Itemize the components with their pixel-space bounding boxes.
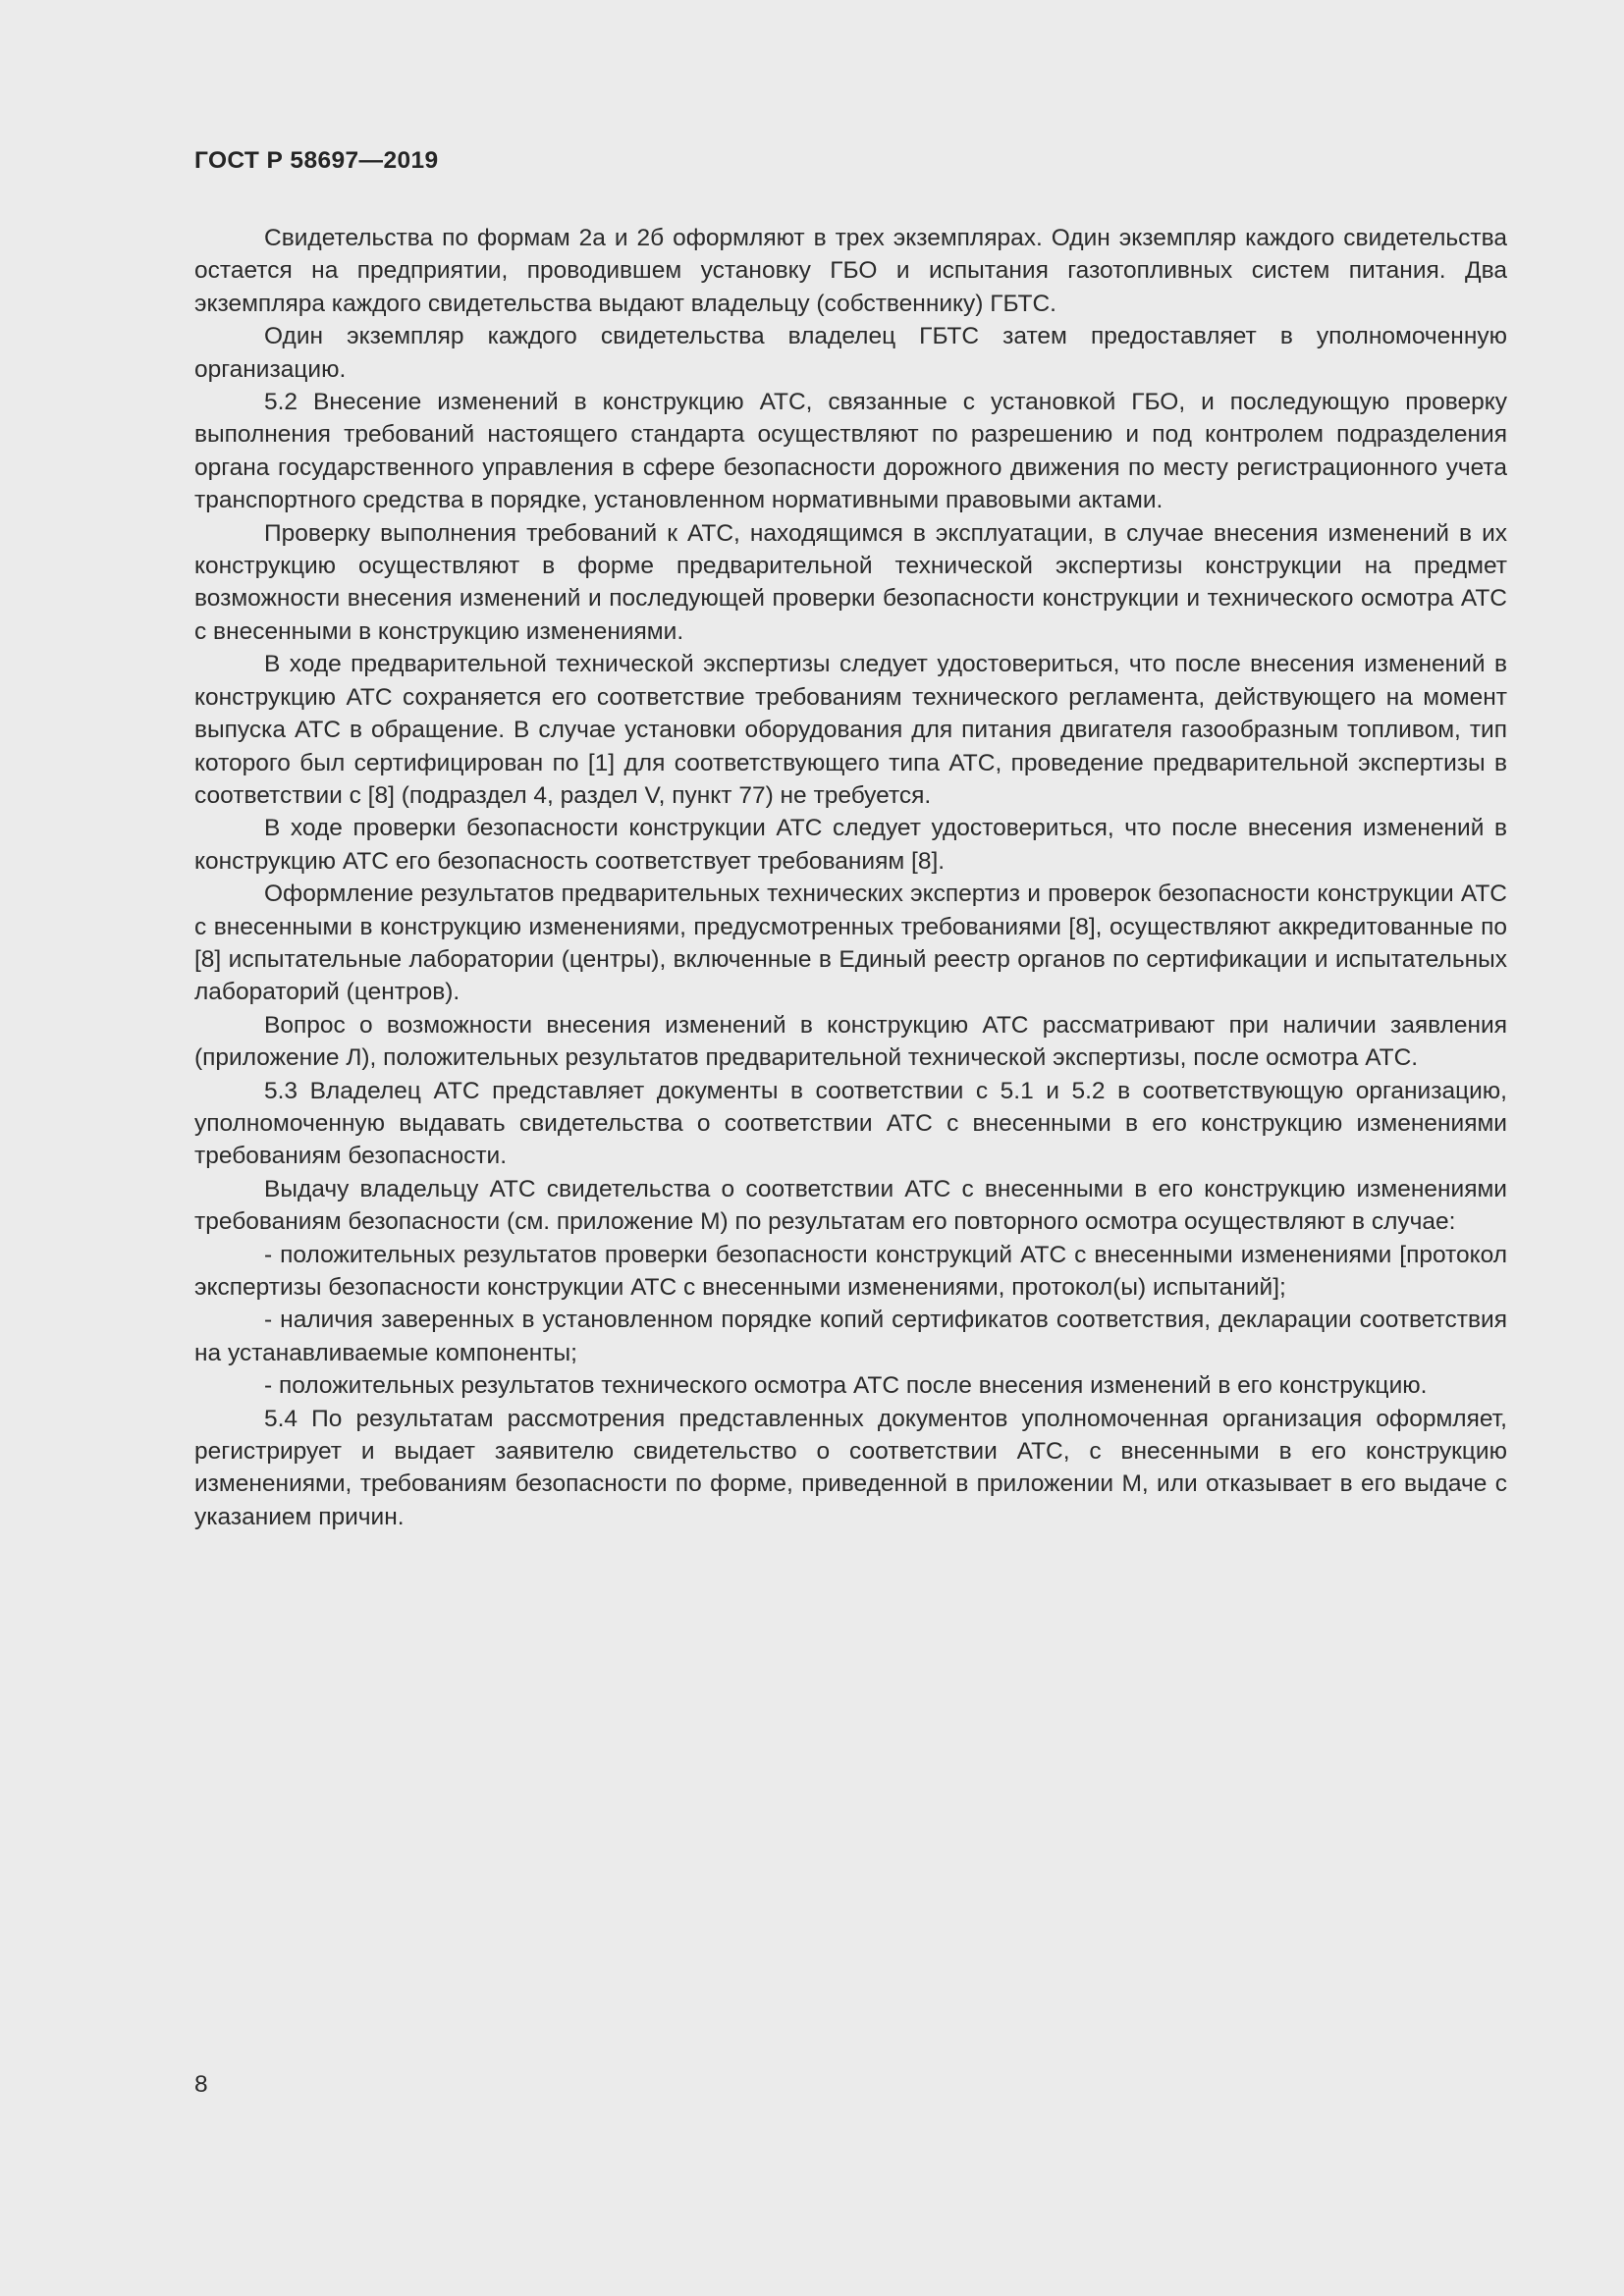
paragraph: В ходе предварительной технической экспертизы следует удостовериться, что после внесения изменений в конструкцию АТС сохраняется его соответствие требованиям технического регламента, действующего на момент выпуска АТС в обращение. В случае установки оборудования для питания двигателя газообразным топливом, тип которого был сертифицирован по [1] для соответствующего типа АТС, проведение предварительной экспертизы в соответствии с [8] (подраздел 4, раздел V, пункт 77) не требуется.	[194, 651, 1507, 809]
page-number: 8	[194, 2071, 208, 2098]
list-item: - положительных результатов проверки безопасности конструкций АТС с внесенными изменениями [протокол экспертизы безопасности конструкции АТС с внесенными изменениями, протокол(ы) испытаний];	[194, 1241, 1507, 1301]
paragraph: В ходе проверки безопасности конструкции АТС следует удостовериться, что после внесения изменений в конструкцию АТС его безопасность соответствует требованиям [8].	[194, 815, 1507, 875]
paragraph: Вопрос о возможности внесения изменений в конструкцию АТС рассматривают при наличии заявления (приложение Л), положительных результатов предварительной технической экспертизы, после осмотра АТС.	[194, 1011, 1507, 1072]
paragraph: Проверку выполнения требований к АТС, находящимся в эксплуатации, в случае внесения изменений в их конструкцию осуществляют в форме предварительной технической экспертизы конструкции на предмет возможности внесения изменений и последующей проверки безопасности конструкции и технического осмотра АТС с внесенными в конструкцию изменениями.	[194, 519, 1507, 645]
document-header: ГОСТ Р 58697—2019	[194, 147, 439, 174]
list-item: - положительных результатов технического осмотра АТС после внесения изменений в его конструкцию.	[264, 1372, 1428, 1400]
document-body	[194, 222, 1507, 1533]
paragraph: Свидетельства по формам 2а и 2б оформляют в трех экземплярах. Один экземпляр каждого свидетельства остается на предприятии, проводившем установку ГБО и испытания газотопливных систем питания. Два экземпляра каждого свидетельства выдают владельцу (собственнику) ГБТС.	[194, 225, 1507, 317]
paragraph: Выдачу владельцу АТС свидетельства о соответствии АТС с внесенными в его конструкцию изменениями требованиям безопасности (см. приложение М) по результатам его повторного осмотра осуществляют в случае:	[194, 1175, 1507, 1236]
paragraph: 5.4 По результатам рассмотрения представленных документов уполномоченная организация оформляет, регистрирует и выдает заявителю свидетельство о соответствии АТС, с внесенными в его конструкцию изменениями, требованиям безопасности по форме, приведенной в приложении М, или отказывает в его выдаче с указанием причин.	[194, 1405, 1507, 1530]
list-item: - наличия заверенных в установленном порядке копий сертификатов соответствия, декларации соответствия на устанавливаемые компоненты;	[194, 1307, 1507, 1366]
paragraph: Один экземпляр каждого свидетельства владелец ГБТС затем предоставляет в уполномоченную организацию.	[194, 323, 1507, 383]
paragraph: 5.3 Владелец АТС представляет документы в соответствии с 5.1 и 5.2 в соответствующую организацию, уполномоченную выдавать свидетельства о соответствии АТС с внесенными в его конструкцию изменениями требованиям безопасности.	[194, 1077, 1507, 1170]
paragraph: 5.2 Внесение изменений в конструкцию АТС, связанные с установкой ГБО, и последующую проверку выполнения требований настоящего стандарта осуществляют по разрешению и под контролем подразделения органа государственного управления в сфере безопасности дорожного движения по месту регистрационного учета транспортного средства в порядке, установленном нормативными правовыми актами.	[194, 389, 1507, 514]
paragraph: Оформление результатов предварительных технических экспертиз и проверок безопасности конструкции АТС с внесенными в конструкцию изменениями, предусмотренных требованиями [8], осуществляют аккредитованные по [8] испытательные лаборатории (центры), включенные в Единый реестр органов по сертификации и испытательных лабораторий (центров).	[194, 881, 1507, 1006]
